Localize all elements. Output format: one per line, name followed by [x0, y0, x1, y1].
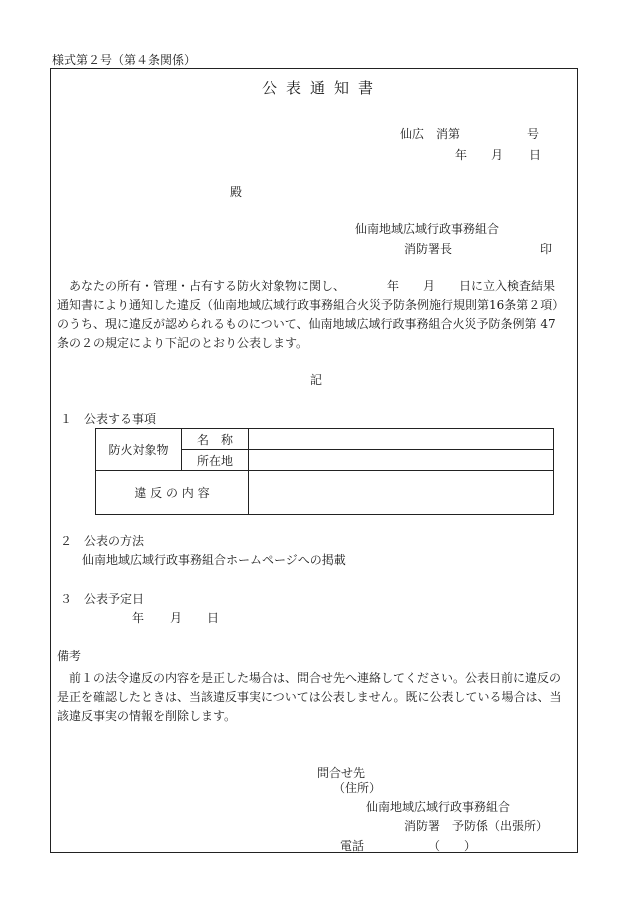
section2-content: 仙南地域広域行政事務組合ホームページへの掲載 [82, 553, 346, 567]
body-line-3: のうち、現に違反が認められるものについて、仙南地域広域行政事務組合火災予防条例第 47 [57, 317, 556, 331]
section3-heading: ３ 公表予定日 [60, 592, 145, 606]
sender-org: 仙南地域広域行政事務組合 [355, 222, 500, 236]
section2-heading: ２ 公表の方法 [60, 534, 145, 548]
body-paragraph [57, 277, 579, 353]
disclosure-table [95, 428, 554, 515]
fire-object-label: 防火対象物 [96, 429, 182, 471]
doc-number-suffix: 号 [527, 127, 540, 141]
location-value [249, 450, 554, 471]
section3-year: 年 [132, 611, 145, 625]
name-label: 名 称 [182, 429, 249, 450]
ki-mark: 記 [310, 373, 323, 387]
contact-address-label: （住所） [333, 781, 382, 795]
remarks-heading: 備考 [57, 649, 82, 663]
contact-dept: 消防署 予防係（出張所） [404, 819, 549, 833]
issue-date-day: 日 [529, 148, 542, 162]
section1-heading: １ 公表する事項 [60, 412, 157, 426]
remarks-line-3: 該違反事実の情報を削除します。 [57, 709, 237, 723]
section3-month: 月 [170, 611, 183, 625]
form-label: 様式第２号（第４条関係） [52, 53, 197, 67]
violation-label: 違 反 の 内 容 [96, 471, 249, 515]
addressee-suffix: 殿 [230, 185, 243, 199]
contact-heading: 問合せ先 [317, 766, 366, 780]
name-value [249, 429, 554, 450]
sender-title: 消防署長 [404, 242, 453, 256]
violation-value [249, 471, 554, 515]
contact-org: 仙南地域広域行政事務組合 [366, 800, 511, 814]
contact-phone-parens: （ ） [428, 839, 477, 853]
location-label: 所在地 [182, 450, 249, 471]
body-line-4: 条の２の規定により下記のとおり公表します。 [57, 336, 309, 350]
seal-mark: 印 [540, 242, 553, 256]
remarks-line-1: 前１の法令違反の内容を是正した場合は、問合せ先へ連絡してください。公表日前に違反の [69, 671, 562, 685]
remarks-line-2: 是正を確認したときは、当該違反事実については公表しません。既に公表している場合は、当 [57, 690, 562, 704]
issue-date-month: 月 [491, 148, 504, 162]
contact-phone-label: 電話 [340, 839, 365, 853]
body-line-2: 通知書により通知した違反（仙南地域広域行政事務組合火災予防条例施行規則第16条第２項） [57, 298, 565, 312]
body-line-1: あなたの所有・管理・占有する防火対象物に関し、 年 月 日に立入検査結果 [69, 279, 556, 293]
document-title: 公表通知書 [262, 79, 383, 97]
doc-number-prefix: 仙広 消第 [400, 127, 461, 141]
section3-day: 日 [207, 611, 220, 625]
remarks-paragraph [57, 669, 579, 726]
issue-date-year: 年 [455, 148, 468, 162]
